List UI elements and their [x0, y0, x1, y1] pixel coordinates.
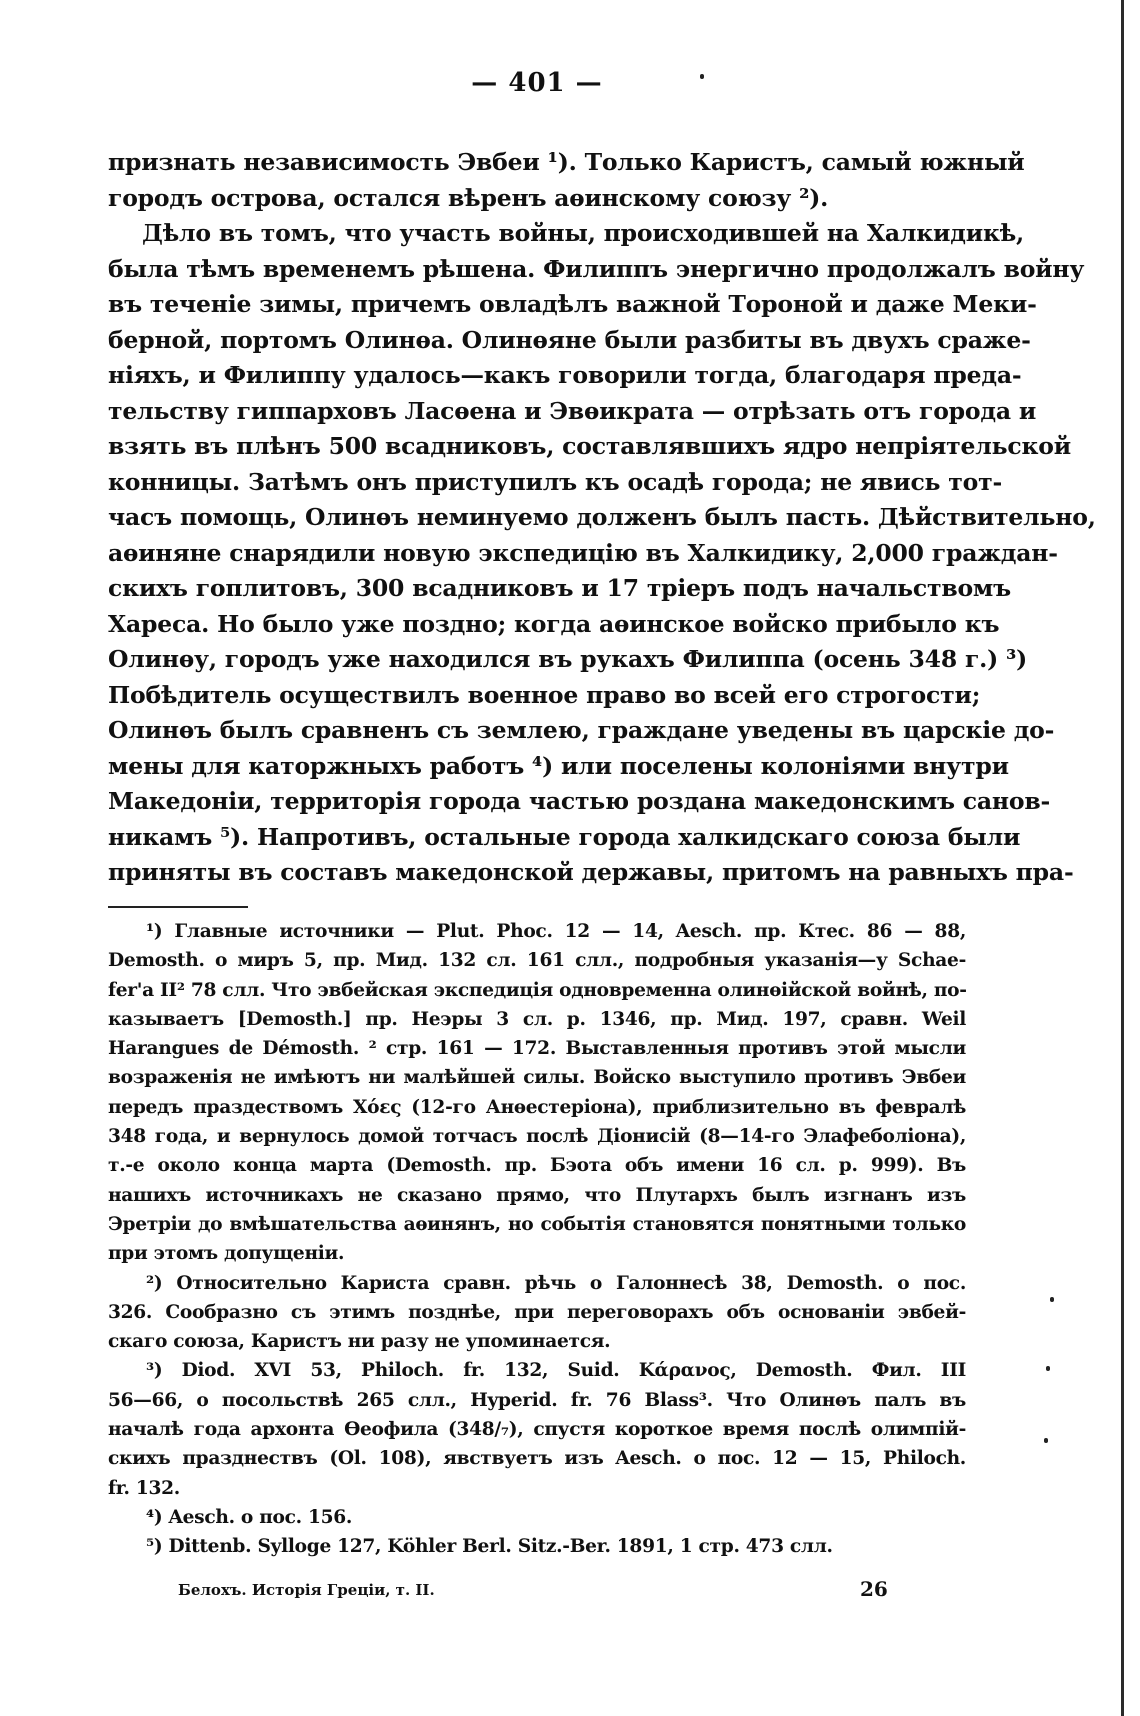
ink-speck — [1050, 1297, 1054, 1302]
text-line: въ теченіе зимы, причемъ овладѣлъ важной Тороной и даже Меки- — [108, 290, 1037, 318]
footnote-line: ²) Относительно Кариста сравн. рѣчь о Галоннесѣ 38, Demosth. о пос. — [146, 1272, 966, 1294]
footnote-line: нашихъ источникахъ не сказано прямо, что Плутархъ былъ изгнанъ изъ — [108, 1184, 966, 1206]
footnote-line: Эретріи до вмѣшательства аѳинянъ, но событія становятся понятными только — [108, 1213, 966, 1235]
text-line: скихъ гоплитовъ, 300 всадниковъ и 17 тріеръ подъ начальствомъ — [108, 574, 1011, 602]
footnote-line: скихъ празднествъ (Ol. 108), явствуетъ изъ Aesch. о пос. 12 — 15, Philoch. — [108, 1448, 966, 1470]
footnote-line: ³) Diod. XVI 53, Philoch. fr. 132, Suid. Κάρανος, Demosth. Фил. III — [146, 1360, 966, 1382]
text-line: признать независимость Эвбеи ¹). Только Каристъ, самый южный — [108, 148, 1025, 176]
running-footer: Белохъ. Исторія Греціи, т. II. — [178, 1581, 435, 1599]
ink-speck — [700, 74, 704, 79]
footnote-line: Harangues de Démosth. ² стр. 161 — 172. Выставленныя противъ этой мысли — [108, 1038, 966, 1060]
footnote-line: 326. Сообразно съ этимъ позднѣе, при переговорахъ объ основаніи эвбей- — [108, 1301, 966, 1323]
footnote-line: 348 года, и вернулось домой тотчасъ послѣ Діонисій (8—14-го Элафеболіона), — [108, 1126, 966, 1148]
signature-mark: 26 — [860, 1577, 888, 1601]
text-line: аѳиняне снарядили новую экспедицію въ Халкидику, 2,000 граждан- — [108, 538, 1058, 567]
footnote-line: ¹) Главные источники — Plut. Phoc. 12 — 14, Aesch. пр. Ктес. 86 — 88, — [146, 921, 966, 942]
footnote-line: скаго союза, Каристъ ни разу не упоминается. — [108, 1331, 611, 1353]
footnote-line: 56—66, о посольствѣ 265 слл., Hyperid. fr. 76 Blass³. Что Олинѳъ палъ въ — [108, 1389, 966, 1411]
text-line: Македоніи, территорія города частью роздана македонскимъ санов- — [108, 787, 1051, 815]
footnotes — [108, 917, 966, 1562]
text-line: Олинѳъ былъ сравненъ съ землею, граждане уведены въ царскіе до- — [108, 716, 1055, 744]
footnote-line: fer'a II² 78 слл. Что эвбейская экспедиція одновременна олинѳійской войнѣ, по- — [108, 979, 967, 1001]
page-number: — 401 — — [471, 68, 603, 98]
text-line: Хареса. Но было уже поздно; когда аѳинское войско прибыло къ — [108, 609, 1000, 638]
text-line: ніяхъ, и Филиппу удалось—какъ говорили тогда, благодаря преда- — [108, 361, 1022, 389]
footnote-line: началѣ года архонта Ѳеофила (348/₇), спустя короткое время послѣ олимпій- — [108, 1419, 966, 1441]
text-line: Побѣдитель осуществилъ военное право во всей его строгости; — [108, 680, 981, 709]
footnote-line: возраженія не имѣютъ ни малѣйшей силы. Войско выступило противъ Эвбеи — [108, 1067, 966, 1089]
footnote-line: передъ праздествомъ Χόες (12-го Анѳестеріона), приблизительно въ февралѣ — [108, 1096, 966, 1118]
main-text — [108, 145, 1096, 891]
footnote-line: ⁵) Dittenb. Sylloge 127, Köhler Berl. Sitz.-Ber. 1891, 1 стр. 473 слл. — [146, 1536, 833, 1558]
text-line: часъ помощь, Олинѳъ неминуемо долженъ былъ пасть. Дѣйствительно, — [108, 503, 1096, 531]
footnote-line: при этомъ допущеніи. — [108, 1243, 345, 1265]
text-line: тельству гиппарховъ Ласѳена и Эвѳикрата — отрѣзать отъ города и — [108, 396, 1037, 425]
footnote-line: т.-е около конца марта (Demosth. пр. Бэота объ имени 16 сл. p. 999). Въ — [108, 1155, 966, 1177]
footnote-line: fr. 132. — [108, 1477, 180, 1499]
text-line: никамъ ⁵). Напротивъ, остальные города халкидскаго союза были — [108, 822, 1021, 851]
text-line: Олинѳу, городъ уже находился въ рукахъ Филиппа (осень 348 г.) ³) — [108, 645, 1028, 673]
text-line: конницы. Затѣмъ онъ приступилъ къ осадѣ города; не явись тот- — [108, 467, 1003, 496]
text-line: Дѣло въ томъ, что участь войны, происходившей на Халкидикѣ, — [142, 219, 1025, 247]
text-line: приняты въ составъ македонской державы, притомъ на равныхъ пра- — [108, 858, 1074, 886]
text-line: взять въ плѣнъ 500 всадниковъ, составлявшихъ ядро непріятельской — [108, 432, 1071, 460]
footnote-line: ⁴) Aesch. о пос. 156. — [146, 1506, 353, 1528]
text-line: городъ острова, остался вѣренъ аѳинскому союзу ²). — [108, 183, 829, 212]
footnote-line: Demosth. о миръ 5, пр. Мид. 132 сл. 161 слл., подробныя указанія—у Schae- — [108, 950, 966, 972]
text-line: была тѣмъ временемъ рѣшена. Филиппъ энергично продолжалъ войну — [108, 254, 1085, 283]
text-line: берной, портомъ Олинѳа. Олинѳяне были разбиты въ двухъ сраже- — [108, 325, 1031, 354]
footnote-line: казываетъ [Demosth.] пр. Неэры 3 сл. p. 1346, пр. Мид. 197, сравн. Weil — [108, 1008, 966, 1030]
page-edge-line — [1121, 0, 1124, 1716]
text-line: мены для каторжныхъ работъ ⁴) или поселены колоніями внутри — [108, 751, 1009, 780]
footnote-rule — [108, 906, 248, 908]
ink-speck — [1044, 1438, 1048, 1443]
ink-speck — [1046, 1366, 1050, 1371]
